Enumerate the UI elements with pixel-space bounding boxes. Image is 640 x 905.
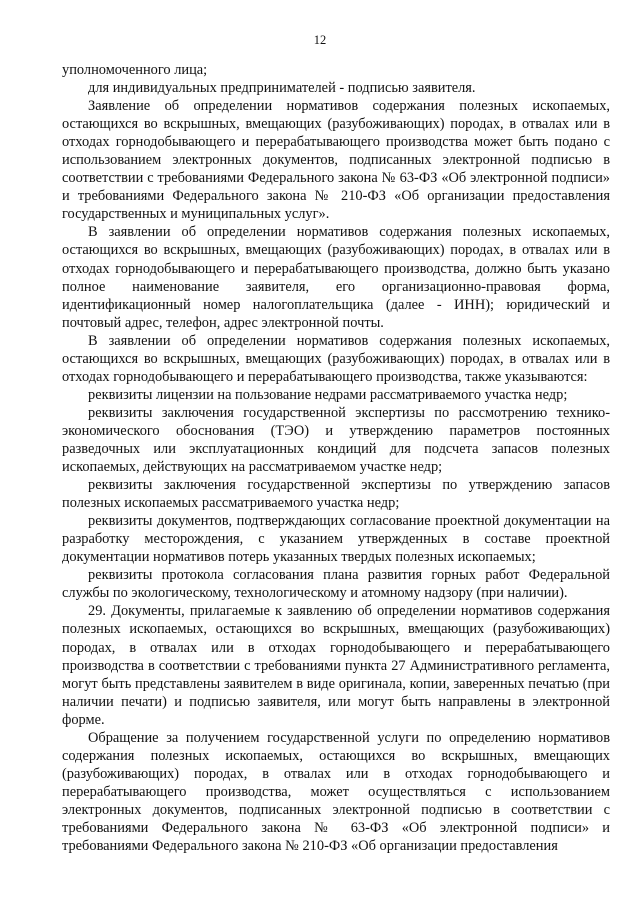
paragraph: В заявлении об определении нормативов содержания полезных ископаемых, остающихся во вскрышных, вмещающих (разубоживающих) породах, в отвалах или в отходах горнодобывающего и перерабатывающего производства, также указываются: — [62, 332, 610, 385]
paragraph: реквизиты лицензии на пользование недрами рассматриваемого участка недр; — [88, 386, 568, 403]
paragraph: Заявление об определении нормативов содержания полезных ископаемых, остающихся во вскрышных, вмещающих (разубоживающих) породах, в отвалах или в отходах горнодобывающего и перерабатывающего производства может быть подано с использованием электронных документов, подписанных электронной подписью в соответствии с требованиями Федерального закона № 63-ФЗ «Об электронной подписи» и требованиями Федерального закона № 210-ФЗ «Об организации предоставления государственных и муниципальных услуг». — [62, 98, 610, 223]
document-body — [62, 61, 610, 855]
paragraph: реквизиты заключения государственной экспертизы по утверждению запасов полезных ископаемых рассматриваемого участка недр; — [62, 477, 610, 512]
paragraph: В заявлении об определении нормативов содержания полезных ископаемых, остающихся во вскрышных, вмещающих (разубоживающих) породах, в отвалах или в отходах горнодобывающего и перерабатывающего производства, должно быть указано полное наименование заявителя, его организационно-правовая форма, идентификационный номер налогоплательщика (далее - ИНН); юридический и почтовый адрес, телефон, адрес электронной почты. — [62, 224, 610, 331]
paragraph: реквизиты протокола согласования плана развития горных работ Федеральной службы по экологическому, технологическому и атомному надзору (при наличии). — [62, 567, 610, 602]
paragraph: уполномоченного лица; — [62, 62, 208, 78]
paragraph: реквизиты заключения государственной экспертизы по рассмотрению технико-экономического обоснования (ТЭО) и утверждению параметров постоянных разведочных или эксплуатационных кондиций для подсчета запасов полезных ископаемых, действующих на рассматриваемом участке недр; — [62, 404, 610, 476]
paragraph: Обращение за получением государственной услуги по определению нормативов содержания полезных ископаемых, остающихся во вскрышных, вмещающих (разубоживающих) породах, в отвалах или в отходах горнодобывающего и перерабатывающего производства, может осуществляться с использованием электронных документов, подписанных электронной подписью в соответствии с требованиями Федерального закона № 63-ФЗ «Об электронной подписи» и требованиями Федерального закона № 210-ФЗ «Об организации предоставления — [62, 729, 610, 855]
paragraph: реквизиты документов, подтверждающих согласование проектной документации на разработку месторождения, с указанием утвержденных в составе проектной документации нормативов потерь указанных твердых полезных ископаемых; — [62, 513, 610, 566]
page-number: 12 — [313, 33, 327, 47]
paragraph: для индивидуальных предпринимателей - подписью заявителя. — [88, 80, 476, 97]
paragraph: 29. Документы, прилагаемые к заявлению об определении нормативов содержания полезных ископаемых, остающихся во вскрышных, вмещающих (разубоживающих) породах, в отвалах или в отходах горнодобывающего и перерабатывающего производства в соответствии с требованиями пункта 27 Административного регламента, могут быть представлены заявителем в виде оригинала, копии, заверенных печатью (при наличии печати) и подписью заявителя, или могут быть направлены в электронной форме. — [62, 603, 610, 728]
